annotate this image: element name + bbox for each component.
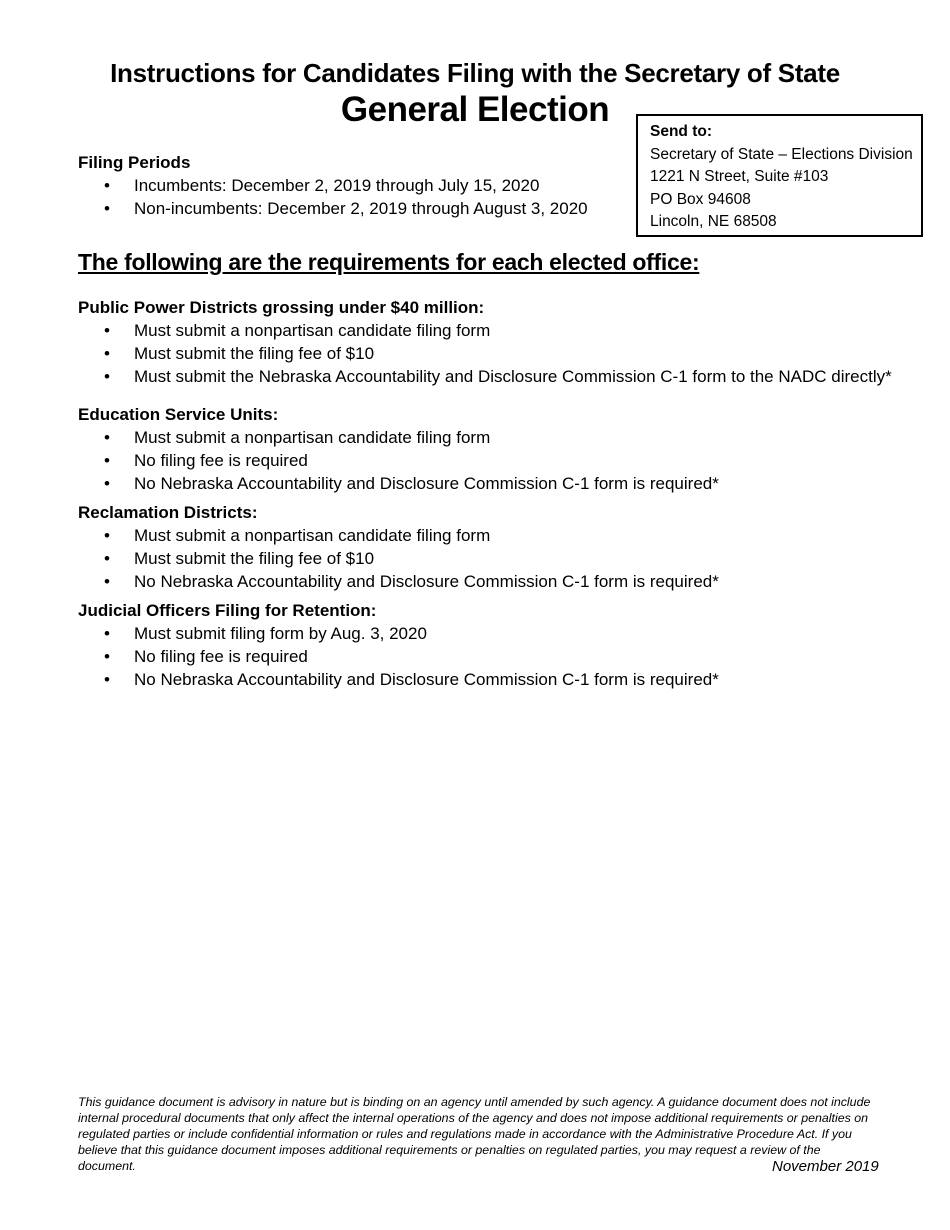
bullet-icon: • <box>104 647 110 666</box>
send-to-box <box>636 114 923 237</box>
bullet-icon: • <box>104 572 110 591</box>
bullet-icon: • <box>104 367 110 386</box>
list-item-text: Incumbents: December 2, 2019 through July 15, 2020 <box>134 176 540 195</box>
list-item-text: Must submit the filing fee of $10 <box>134 344 375 363</box>
list-item-text: No filing fee is required <box>134 451 308 470</box>
list-item-text: Non-incumbents: December 2, 2019 through August 3, 2020 <box>134 199 588 218</box>
page-title-text: Instructions for Candidates Filing with the Secretary of State <box>110 58 840 88</box>
send-to-line: Lincoln, NE 68508 <box>650 213 777 230</box>
list-item-text: Must submit a nonpartisan candidate filing form <box>134 321 491 340</box>
bullet-icon: • <box>104 321 110 340</box>
bullet-icon: • <box>104 176 110 195</box>
bullet-icon: • <box>104 549 110 568</box>
disclaimer-text: This guidance document is advisory in nature but is binding on an agency until amended by such agency. A guidance document does not include internal procedural documents that only affect the internal operations of the agency and does not impose additional requirements or penalties on regulated parties or include confidential information or rules and regulations made in accordance with the Administrative Procedure Act. If you believe that this guidance document imposes additional requirements or penalties on regulated parties, you may request a review of the document. <box>78 1095 871 1173</box>
list-item-text: Must submit a nonpartisan candidate filing form <box>134 526 491 545</box>
bullet-icon: • <box>104 624 110 643</box>
filing-periods-title: Filing Periods <box>78 153 191 172</box>
document-date: November 2019 <box>772 1158 879 1175</box>
bullet-icon: • <box>104 344 110 363</box>
list-item-text: Must submit the filing fee of $10 <box>134 549 375 568</box>
list-item-text: Must submit the Nebraska Accountability and Disclosure Commission C-1 form to the NADC directly* <box>134 367 892 386</box>
section-title: Reclamation Districts: <box>78 503 258 522</box>
section-title: Public Power Districts grossing under $40 million: <box>78 298 485 317</box>
list-item-text: No Nebraska Accountability and Disclosure Commission C-1 form is required* <box>134 572 719 591</box>
send-to-line: Secretary of State – Elections Division <box>650 146 913 163</box>
bullet-icon: • <box>104 474 110 493</box>
list-item-text: Must submit a nonpartisan candidate filing form <box>134 428 491 447</box>
bullet-icon: • <box>104 428 110 447</box>
page-subtitle-text: General Election <box>340 90 610 129</box>
bullet-icon: • <box>104 526 110 545</box>
section-title: Education Service Units: <box>78 405 279 424</box>
send-to-line: 1221 N Street, Suite #103 <box>650 168 829 185</box>
list-item-text: No Nebraska Accountability and Disclosure Commission C-1 form is required* <box>134 474 719 493</box>
list-item-text: No filing fee is required <box>134 647 308 666</box>
list-item-text: No Nebraska Accountability and Disclosure Commission C-1 form is required* <box>134 670 719 689</box>
requirements-heading: The following are the requirements for each elected office: <box>78 249 700 275</box>
bullet-icon: • <box>104 670 110 689</box>
send-to-heading: Send to: <box>650 123 712 140</box>
bullet-icon: • <box>104 199 110 218</box>
page-title <box>0 58 950 89</box>
list-item-text: Must submit filing form by Aug. 3, 2020 <box>134 624 427 643</box>
send-to-line: PO Box 94608 <box>650 191 751 208</box>
section-title: Judicial Officers Filing for Retention: <box>78 601 377 620</box>
bullet-icon: • <box>104 451 110 470</box>
